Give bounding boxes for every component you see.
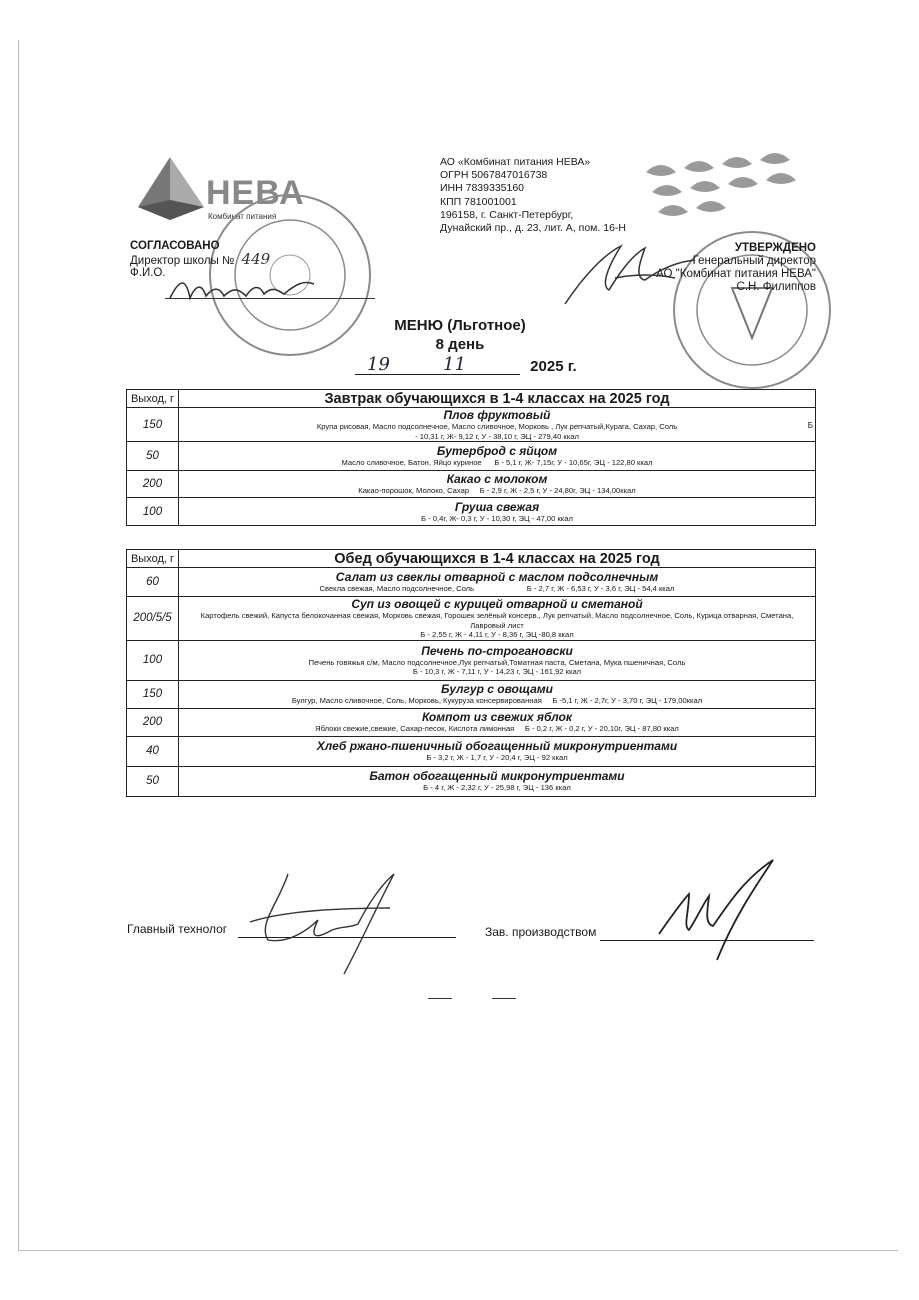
dish-weight: 50 bbox=[127, 442, 179, 471]
table-row bbox=[127, 597, 816, 641]
date-month: 11 bbox=[443, 354, 466, 375]
dish-name: Печень по-строгановски bbox=[421, 643, 573, 658]
dish-ingredients: Крупа рисовая, Масло подсолнечное, Масло сливочное, Морковь , Лук репчатый,Курага, Сахар, Соль bbox=[316, 422, 678, 431]
dish-name: Плов фруктовый bbox=[443, 408, 551, 422]
company-address-2: Дунайский пр., д. 23, лит. А, пом. 16-Н bbox=[440, 222, 626, 235]
dish-nutrition: Б - 0,4г, Ж- 0,3 г, У - 10,30 г, ЭЦ - 47,00 ккал bbox=[421, 513, 573, 523]
approved-name: С.Н. Филиппов bbox=[736, 281, 816, 293]
company-address-1: 196158, г. Санкт-Петербург, bbox=[440, 208, 574, 221]
dish-ingredients: Какао-порошок, Молоко, Сахар bbox=[358, 486, 470, 496]
dish-side-note: Б bbox=[807, 421, 813, 430]
dish-ingredients: Масло сливочное, Батон, Яйцо куриное bbox=[341, 458, 482, 468]
agreed-heading: СОГЛАСОВАНО bbox=[130, 240, 220, 252]
company-kpp: КПП 781001001 bbox=[440, 195, 517, 208]
dish-weight: 200 bbox=[127, 471, 179, 498]
dish-ingredients: Картофель свежий, Капуста белокочанная свежая, Морковь свежая, Горошек зелёный консерв., Лук репчатый, Масло подсолнечное, Соль, Курица отварная, Сметана, Лавровый лист bbox=[200, 611, 794, 630]
dish-ingredients-nutrition bbox=[179, 696, 815, 706]
dish-ingredients: Печень говяжья с/м, Масло подсолнечное,Лук репчатый,Томатная паста, Сметана, Мука пшеничная, Соль bbox=[308, 657, 686, 667]
dish-name: Суп из овощей с курицей отварной и сметаной bbox=[351, 597, 643, 611]
company-name: АО «Комбинат питания НЕВА» bbox=[440, 156, 591, 168]
dish-ingredients: Свекла свежая, Масло подсолнечное, Соль bbox=[319, 584, 475, 594]
dish-nutrition: Б - 2,7 г, Ж - 6,53 г, У - 3,6 г, ЭЦ - 54,4 ккал bbox=[526, 584, 675, 594]
dish-nutrition: Б - 0,2 г, Ж - 0,2 г, У - 20,10г, ЭЦ - 87,80 ккал bbox=[524, 724, 679, 734]
dish-nutrition: Б - 5,1 г, Ж- 7,15г, У - 10,65г, ЭЦ - 122,80 ккал bbox=[494, 458, 653, 468]
scan-edge-bottom bbox=[18, 1250, 898, 1251]
dish-name: Компот из свежих яблок bbox=[422, 710, 572, 725]
menu-date-line bbox=[355, 354, 577, 375]
dish-nutrition: Б - 2,55 г, Ж - 4,11 г, У - 8,36 г, ЭЦ -80,8 ккал bbox=[420, 630, 574, 639]
dash-mark bbox=[428, 998, 452, 999]
dish-weight: 150 bbox=[127, 408, 179, 442]
dish-weight: 100 bbox=[127, 498, 179, 526]
breakfast-header-row bbox=[127, 390, 816, 408]
dish-ingredients: Булгур, Масло сливочное, Соль, Морковь, Кукуруза консервированная bbox=[291, 696, 542, 706]
menu-day: 8 день bbox=[435, 336, 485, 353]
dish-nutrition: Б - 2,9 г, Ж - 2,5 г, У - 24,80г, ЭЦ - 134,00ккал bbox=[479, 486, 636, 496]
dish-weight: 200 bbox=[127, 708, 179, 736]
menu-title-block bbox=[300, 316, 620, 354]
dish-name: Какао с молоком bbox=[446, 472, 548, 487]
dish-ingredients-nutrition bbox=[179, 458, 815, 468]
lunch-title: Обед обучающихся в 1-4 классах на 2025 год bbox=[179, 550, 816, 568]
dish-weight: 60 bbox=[127, 568, 179, 597]
dish-nutrition: - 10,31 г, Ж- 9,12 г, У - 38,10 г, ЭЦ - 279,40 ккал bbox=[415, 431, 579, 441]
company-ogrn: ОГРН 5067847016738 bbox=[440, 169, 548, 182]
date-year: 2025 г. bbox=[530, 358, 577, 375]
production-head-signature bbox=[655, 852, 795, 962]
chief-technologist-signature bbox=[240, 868, 400, 978]
dish-ingredients-nutrition bbox=[179, 486, 815, 496]
company-details bbox=[440, 156, 626, 235]
table-row bbox=[127, 442, 816, 471]
table-row bbox=[127, 680, 816, 708]
logo-brand: НЕВА bbox=[206, 174, 305, 212]
dish-name: Булгур с овощами bbox=[441, 682, 553, 697]
breakfast-table bbox=[126, 389, 816, 526]
approved-company: АО "Комбинат питания НЕВА" bbox=[656, 268, 816, 280]
lunch-header-row bbox=[127, 550, 816, 568]
agreed-director-line bbox=[130, 249, 271, 268]
dish-weight: 100 bbox=[127, 640, 179, 680]
dish-weight: 200/5/5 bbox=[127, 597, 179, 641]
dish-name: Салат из свеклы отварной с маслом подсолнечным bbox=[335, 570, 659, 585]
table-row bbox=[127, 498, 816, 526]
table-row bbox=[127, 408, 816, 442]
agreed-fio-label: Ф.И.О. bbox=[130, 267, 166, 279]
dish-name: Хлеб ржано-пшеничный обогащенный микронутриентами bbox=[316, 739, 678, 754]
table-row bbox=[127, 736, 816, 766]
dish-weight: 40 bbox=[127, 736, 179, 766]
dish-nutrition: Б - 3,2 г, Ж - 1,7 г, У - 20,4 г, ЭЦ - 92 ккал bbox=[426, 753, 568, 763]
agreed-school-number: 449 bbox=[241, 249, 271, 268]
dish-name: Батон обогащенный микронутриентами bbox=[369, 769, 625, 784]
dish-name: Бутерброд с яйцом bbox=[436, 444, 558, 459]
dish-ingredients: Яблоки свежие,свежие, Сахар-песок, Кислота лимонная bbox=[315, 724, 515, 734]
wave-pattern-decoration bbox=[646, 152, 816, 222]
dish-ingredients-nutrition bbox=[179, 724, 815, 734]
lunch-table bbox=[126, 549, 816, 797]
date-day: 19 bbox=[367, 354, 390, 375]
dish-nutrition: Б - 10,3 г, Ж - 7,11 г, У - 14,23 г, ЭЦ - 161,92 ккал bbox=[412, 667, 582, 676]
chief-technologist-label: Главный технолог bbox=[127, 922, 228, 936]
director-signature bbox=[168, 274, 358, 304]
dish-weight: 150 bbox=[127, 680, 179, 708]
dish-nutrition: Б - 4 г, Ж - 2,32 г, У - 25,98 г, ЭЦ - 136 ккал bbox=[423, 783, 571, 793]
approved-position: Генеральный директор bbox=[692, 255, 816, 267]
lunch-weight-header: Выход, г bbox=[127, 550, 179, 568]
dish-ingredients-nutrition bbox=[179, 584, 815, 594]
breakfast-weight-header: Выход, г bbox=[127, 390, 179, 408]
agreed-director-label: Директор школы № bbox=[130, 254, 235, 267]
menu-title: МЕНЮ (Льготное) bbox=[394, 317, 526, 334]
table-row bbox=[127, 471, 816, 498]
table-row bbox=[127, 766, 816, 796]
table-row bbox=[127, 708, 816, 736]
dash-mark bbox=[492, 998, 516, 999]
table-row bbox=[127, 640, 816, 680]
production-head-label: Зав. производством bbox=[485, 925, 597, 939]
logo-caption: Комбинат питания bbox=[208, 212, 277, 221]
dish-weight: 50 bbox=[127, 766, 179, 796]
general-director-signature bbox=[555, 238, 705, 318]
breakfast-title: Завтрак обучающихся в 1-4 классах на 2025 год bbox=[179, 390, 816, 408]
dish-nutrition: Б -5,1 г, Ж - 2,7г, У - 3,70 г, ЭЦ - 179,00ккал bbox=[552, 696, 703, 706]
approved-heading: УТВЕРЖДЕНО bbox=[734, 242, 816, 254]
scan-edge-left bbox=[18, 40, 19, 1250]
company-inn: ИНН 7839335160 bbox=[440, 182, 525, 195]
table-row bbox=[127, 568, 816, 597]
dish-name: Груша свежая bbox=[454, 499, 540, 514]
